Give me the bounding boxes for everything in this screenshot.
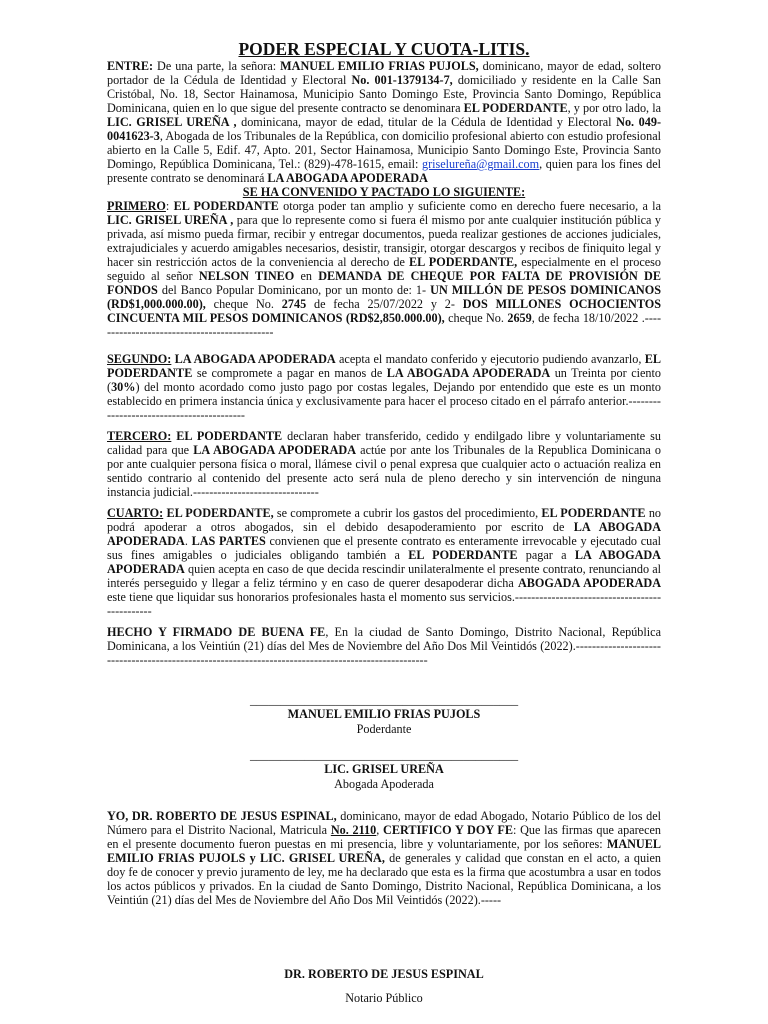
text-span: se compromete a cubrir los gastos del procedimiento,: [273, 506, 542, 520]
cedula-number: No. 001-1379134-7,: [351, 73, 453, 87]
party-term: LA ABOGADA APODERADA: [171, 352, 336, 366]
text-span: pagar a: [517, 548, 575, 562]
primero-paragraph: [107, 199, 661, 339]
text-span: dominicano, mayor de edad Abogado, Notario Público de los del Número para el Distrito Nacional, Matricula: [107, 809, 661, 837]
text-span: ) del monto acordado como justo pago por costas legales, Dejando por entendido que este es un monto establecido en primera instancia única y exclusivamente para hacer el proceso citado en el párrafo anterior.------------------------------------------: [107, 380, 661, 422]
text-span: se compromete a pagar en manos de: [192, 366, 387, 380]
parties-names: MANUEL EMILIO FRIAS PUJOLS y LIC. GRISEL UREÑA,: [107, 837, 661, 865]
matricula-number: No. 2110: [330, 823, 377, 837]
text-span: actúe por ante los Tribunales de la Republica Dominicana o por ante cualquier persona física o moral, llámese civil o penal expresa que cualquier acto o actuación realiza en sentido contrario al contenido del presente acto será nula de pleno derecho y sin intervención de ninguna instancia judicial.-------------------------------: [107, 443, 661, 499]
clause-label: PRIMERO: [107, 199, 166, 213]
signatory-name: LIC. GRISEL UREÑA: [324, 762, 444, 776]
text-span: , y por otro lado, la: [567, 101, 661, 115]
signatory-name: MANUEL EMILIO FRIAS PUJOLS: [287, 707, 481, 721]
text-span: : Que las firmas que aparecen en el presente documento fueron puestas en mi presencia, libre y voluntariamente, por los señores:: [107, 823, 661, 851]
clause-label: TERCERO:: [107, 429, 172, 443]
segundo-paragraph: [107, 352, 661, 422]
party-term: EL PODERDANTE,: [409, 255, 518, 269]
text-span: un Treinta por ciento (: [107, 366, 661, 394]
cuarto-paragraph: [107, 506, 661, 618]
signature-line: ____________________________________________: [249, 693, 519, 707]
notario-paragraph: [107, 809, 661, 907]
text-span: , Abogada de los Tribunales de la República, con domicilio profesional abierto con estudio profesional abierto en la Calle 5, Edif. 47, Apto. 201, Sector Hainamosa, Municipio Santo Domingo Este, Provincia Santo Domingo, República Dominicana, Tel.: (829)-478-1615, email:: [107, 129, 661, 171]
hecho-label: HECHO Y FIRMADO DE BUENA FE: [107, 625, 326, 639]
text-span: este tiene que liquidar sus honorarios profesionales hasta el momento sus servicios.-----------------------------------------------: [107, 590, 661, 618]
abogada-name: LIC. GRISEL UREÑA ,: [107, 213, 234, 227]
text-span: acepta el mandato conferido y ejecutorio pudiendo avanzarlo,: [335, 352, 645, 366]
party-term: EL PODERDANTE: [463, 101, 568, 115]
text-span: cheque No.: [444, 311, 508, 325]
text-span: declaran haber transferido, cedido y endilgado libre y voluntariamente su calidad para que: [107, 429, 662, 457]
text-span: de generales y calidad que constan en el acto, a quien doy fe de conocer y previo juramento de ley, me ha declarado que esta es la firma que acostumbra a usar en todos los actos públicos y privados. En la ciudad de Santo Domingo, Distrito Nacional, República Dominicana, a los Veintiún (21) días del Mes de Noviembre del Año Dos Mil Veintidós (2022).-----: [107, 851, 661, 907]
party-term: EL PODERDANTE: [173, 199, 279, 213]
amount-1: UN MILLÓN DE PESOS DOMINICANOS (RD$1,000.000.00),: [107, 283, 661, 311]
text-span: , de fecha 18/10/2022 .---------------------------------------------: [107, 311, 662, 339]
party-term: EL PODERDANTE: [541, 506, 646, 520]
signatory-name: DR. ROBERTO DE JESUS ESPINAL: [284, 967, 484, 981]
text-span: otorga poder tan amplio y suficiente como en derecho fuere necesario, a la: [278, 199, 661, 213]
demand-type: DEMANDA DE CHEQUE POR FALTA DE PROVISIÓN DE FONDOS: [107, 269, 661, 297]
cheque-number: 2659: [507, 311, 532, 325]
percentage: 30%: [111, 380, 136, 394]
text-span: de fecha 25/07/2022 y 2-: [306, 297, 463, 311]
party-term: EL PODERDANTE: [408, 548, 518, 562]
party-term: EL PODERDANTE: [171, 429, 283, 443]
clause-label: SEGUNDO:: [107, 352, 172, 366]
party-term: LA ABOGADA APODERADA: [386, 366, 551, 380]
hecho-paragraph: [107, 625, 661, 667]
text-span: :: [165, 199, 174, 213]
text-span: , En la ciudad de Santo Domingo, Distrito Nacional, República Dominicana, a los Veintiún (21) días del Mes de Noviembre del Año Dos Mil Veintidós (2022).----------------------------------------------------------------------------------------------------: [107, 625, 661, 667]
clause-label: CUARTO:: [107, 506, 164, 520]
text-span: convienen que el presente contrato es enteramente irrevocable y ejecutado cual sus fines amigables o judiciales obligando también a: [107, 534, 661, 562]
poderdante-name: MANUEL EMILIO FRIAS PUJOLS,: [280, 59, 479, 73]
abogada-name: LIC. GRISEL UREÑA ,: [107, 115, 237, 129]
text-span: para que lo represente como si fuera él mismo por ante cualquier institución pública y privada, así mismo pueda firmar, recibir y entregar documentos, pueda realizar gestiones de acciones judiciales, extrajudiciales y acuerdo amigables necesarios, desistir, transigir, otorgar descargos y recibos de finiquito legal y hacer sin restricción actos de la conveniencia al derecho de: [107, 213, 661, 269]
text-span: domiciliado y residente en la Calle San Cristóbal, No. 18, Sector Hainamosa, Municipio Santo Domingo Este, Provincia Santo Domingo, República Dominicana, quien en lo que sigue del presente contracto se denominara: [107, 73, 661, 115]
amount-2: DOS MILLONES OCHOCIENTOS CINCUENTA MIL PESOS DOMINICANOS (RD$2,850.000.00),: [107, 297, 662, 325]
document-title: PODER ESPECIAL Y CUOTA-LITIS.: [238, 39, 530, 59]
party-term: LA ABOGADA APODERADA: [107, 520, 661, 548]
signature-block-notario: [107, 967, 661, 1005]
party-term: LAS PARTES: [191, 534, 266, 548]
text-span: dominicana, mayor de edad, titular de la Cédula de Identidad y Electoral: [236, 115, 617, 129]
certifico-text: CERTIFICO Y DOY FE: [383, 823, 513, 837]
party-term: EL PODERDANTE,: [163, 506, 274, 520]
signatory-role: Abogada Apoderada: [334, 777, 434, 791]
entre-paragraph: [107, 59, 661, 185]
party-term: LA ABOGADA APODERADA: [267, 171, 428, 185]
tercero-paragraph: [107, 429, 661, 499]
signature-block-abogada: [107, 750, 661, 791]
text-span: , quien para los fines del presente contrato se denominará: [107, 157, 661, 185]
signatory-role: Poderdante: [356, 722, 412, 736]
party-term: LA ABOGADA APODERADA: [107, 548, 661, 576]
cheque-number: 2745: [281, 297, 307, 311]
signatory-role: Notario Público: [345, 991, 423, 1005]
signature-block-poderdante: [107, 695, 661, 736]
text-span: especialmente en el proceso seguido al señor: [107, 255, 661, 283]
party-term: ABOGADA APODERADA: [517, 576, 661, 590]
entre-label: ENTRE:: [107, 59, 154, 73]
email-link[interactable]: griselureña@gmail.com: [421, 157, 540, 171]
text-span: no podrá apoderar a otros abogados, sin el debido desapoderamiento por escrito de: [107, 506, 662, 534]
signature-line: ____________________________________________: [249, 748, 519, 762]
party-term: LA ABOGADA APODERADA: [193, 443, 356, 457]
party-term: EL PODERDANTE: [107, 352, 661, 380]
text-span: .: [184, 534, 192, 548]
document-page: [107, 40, 661, 1005]
cedula-number: No. 049-0041623-3: [107, 115, 661, 143]
text-span: ,: [376, 823, 384, 837]
text-span: del Banco Popular Dominicano, por un monto de: 1-: [157, 283, 431, 297]
text-span: en: [294, 269, 319, 283]
text-span: cheque No.: [205, 297, 282, 311]
text-span: De una parte, la señora:: [153, 59, 281, 73]
defendant-name: NELSON TINEO: [198, 269, 295, 283]
notario-name: YO, DR. ROBERTO DE JESUS ESPINAL,: [107, 809, 337, 823]
text-span: quien acepta en caso de que decida rescindir unilateralmente el presente contrato, renunciando al interés perseguido y llegar a feliz término y en caso de querer desapoderar dicha: [107, 562, 661, 590]
text-span: dominicano, mayor de edad, soltero portador de la Cédula de Identidad y Electoral: [107, 59, 662, 87]
convenido-heading: SE HA CONVENIDO Y PACTADO LO SIGUIENTE:: [242, 185, 526, 199]
